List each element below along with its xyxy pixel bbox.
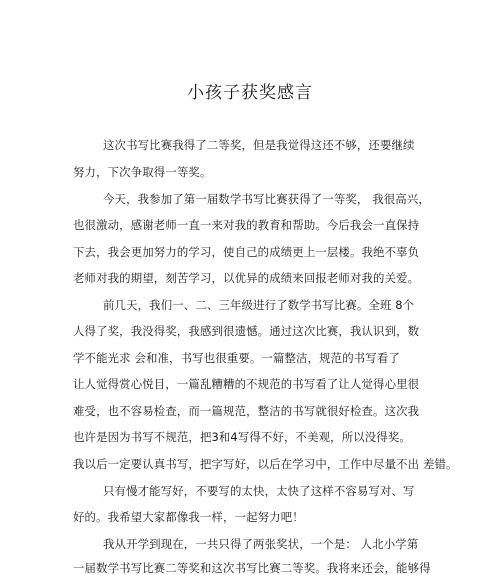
paragraph-line: 也很激动，感谢老师一直一来对我的教育和帮助。今后我会一直保持	[73, 218, 420, 232]
paragraph-line: 一届数学书写比赛二等奖和这次书写比赛二等奖。我将来还会，能够得	[73, 561, 431, 575]
paragraph-line: 努力，下次争取得一等奖。	[73, 165, 212, 179]
paragraph-line: 人得了奖，我没得奖，我感到很遗憾。通过这次比赛，我认识到，数	[73, 324, 420, 338]
document-title: 小孩子获奖感言	[187, 83, 313, 103]
paragraph-line: 只有慢才能写好，不要写的太快，太快了这样不容易写对、写	[103, 484, 415, 498]
paragraph-line: 让人觉得赏心悦目，一篇乱糟糟的不规范的书写看了让人觉得心里很	[73, 377, 420, 391]
paragraph-line: 我以后一定要认真书写，把字写好，以后在学习中，工作中尽量不出 差错。	[73, 457, 458, 471]
paragraph-line: 下去，我会更加努力的学习，使自己的成绩更上一层楼。我绝不辜负	[73, 245, 420, 259]
paragraph-line: 前几天，我们一、二、三年级进行了数学书写比赛。全班 8个	[103, 298, 415, 312]
paragraph-line: 难受，也不容易检查，而一篇规范，整洁的书写就很好检查。这次我	[73, 404, 420, 418]
paragraph-line: 我从开学到现在，一共只得了两张奖状，一个是： 人北小学第	[103, 537, 419, 551]
paragraph-line: 也许是因为书写不规范，把3和4写得不好，不美观，所以没得奖。	[73, 430, 411, 444]
paragraph-line: 学不能光求 会和准，书写也很重要。一篇整洁，规范的书写看了	[73, 351, 400, 365]
paragraph-line: 老师对我的期望，刻苦学习，以优异的成绩来回报老师对我的关爱。	[73, 271, 420, 285]
paragraph-line: 好的。我希望大家都像我一样，一起努力吧！	[73, 510, 304, 524]
paragraph-line: 今天，我参加了第一届数学书写比赛获得了一等奖， 我很高兴，	[103, 192, 430, 206]
paragraph-line: 这次书写比赛我得了二等奖，但是我觉得这还不够，还要继续	[103, 138, 415, 152]
